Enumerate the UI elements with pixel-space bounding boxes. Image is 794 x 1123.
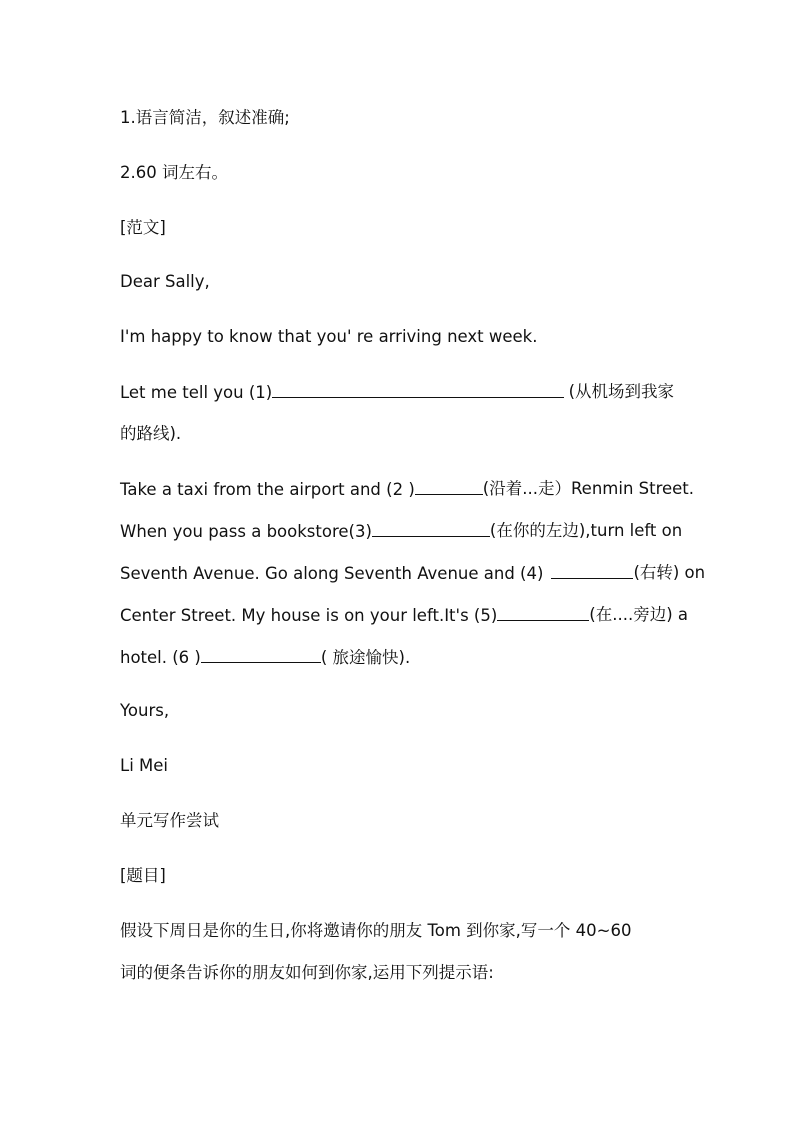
- question-2-prefix: [120, 477, 483, 502]
- question-1-prefix: [120, 380, 564, 405]
- question-6-line: [120, 645, 410, 670]
- question-4-line: [120, 561, 706, 586]
- practice-heading: [题目]: [120, 866, 166, 885]
- question-1-text: Let me tell you (1): [120, 383, 273, 402]
- question-2-text: Take a taxi from the airport and (2 ): [120, 480, 415, 499]
- answer-blank-4[interactable]: [551, 561, 633, 579]
- question-4-prefix: [120, 561, 633, 586]
- question-6-hint: ( 旅途愉快).: [320, 648, 411, 667]
- answer-blank-2[interactable]: [415, 477, 483, 495]
- question-2-line: [120, 477, 695, 502]
- sample-heading: [范文]: [120, 218, 166, 237]
- letter-line-1: I'm happy to know that you' re arriving next week.: [120, 327, 538, 346]
- answer-blank-6[interactable]: [201, 645, 321, 663]
- requirement-1: 1.语言简洁，叙述准确;: [120, 108, 290, 127]
- question-5-hint: (在....旁边) a: [589, 605, 688, 624]
- practice-title: 单元写作尝试: [120, 811, 219, 830]
- question-6-text: hotel. (6 ): [120, 648, 201, 667]
- question-2-hint: (沿着...走）Renmin Street.: [482, 479, 695, 498]
- question-1-hint-continued: 的路线).: [120, 424, 182, 443]
- letter-signature: Li Mei: [120, 756, 168, 775]
- answer-blank-3[interactable]: [372, 519, 490, 537]
- practice-prompt-line-2: 词的便条告诉你的朋友如何到你家,运用下列提示语:: [120, 963, 494, 982]
- practice-prompt-line-1: 假设下周日是你的生日,你将邀请你的朋友 Tom 到你家,写一个 40~60: [120, 921, 632, 940]
- question-3-hint: (在你的左边),turn left on: [489, 521, 683, 540]
- question-5-prefix: [120, 603, 589, 628]
- question-5-text: Center Street. My house is on your left.It's (5): [120, 606, 498, 625]
- question-4-hint: (右转) on: [633, 563, 706, 582]
- question-3-text: When you pass a bookstore(3): [120, 522, 372, 541]
- question-1-hint: (从机场到我家: [568, 382, 674, 401]
- requirement-2: 2.60 词左右。: [120, 163, 228, 182]
- answer-blank-1[interactable]: [272, 380, 564, 398]
- letter-greeting: Dear Sally,: [120, 272, 210, 291]
- question-3-line: [120, 519, 683, 544]
- question-4-text: Seventh Avenue. Go along Seventh Avenue and (4): [120, 564, 544, 583]
- question-1-line: [120, 380, 674, 405]
- question-3-prefix: [120, 519, 490, 544]
- question-5-line: [120, 603, 688, 628]
- letter-closing: Yours,: [120, 701, 170, 720]
- answer-blank-5[interactable]: [497, 603, 589, 621]
